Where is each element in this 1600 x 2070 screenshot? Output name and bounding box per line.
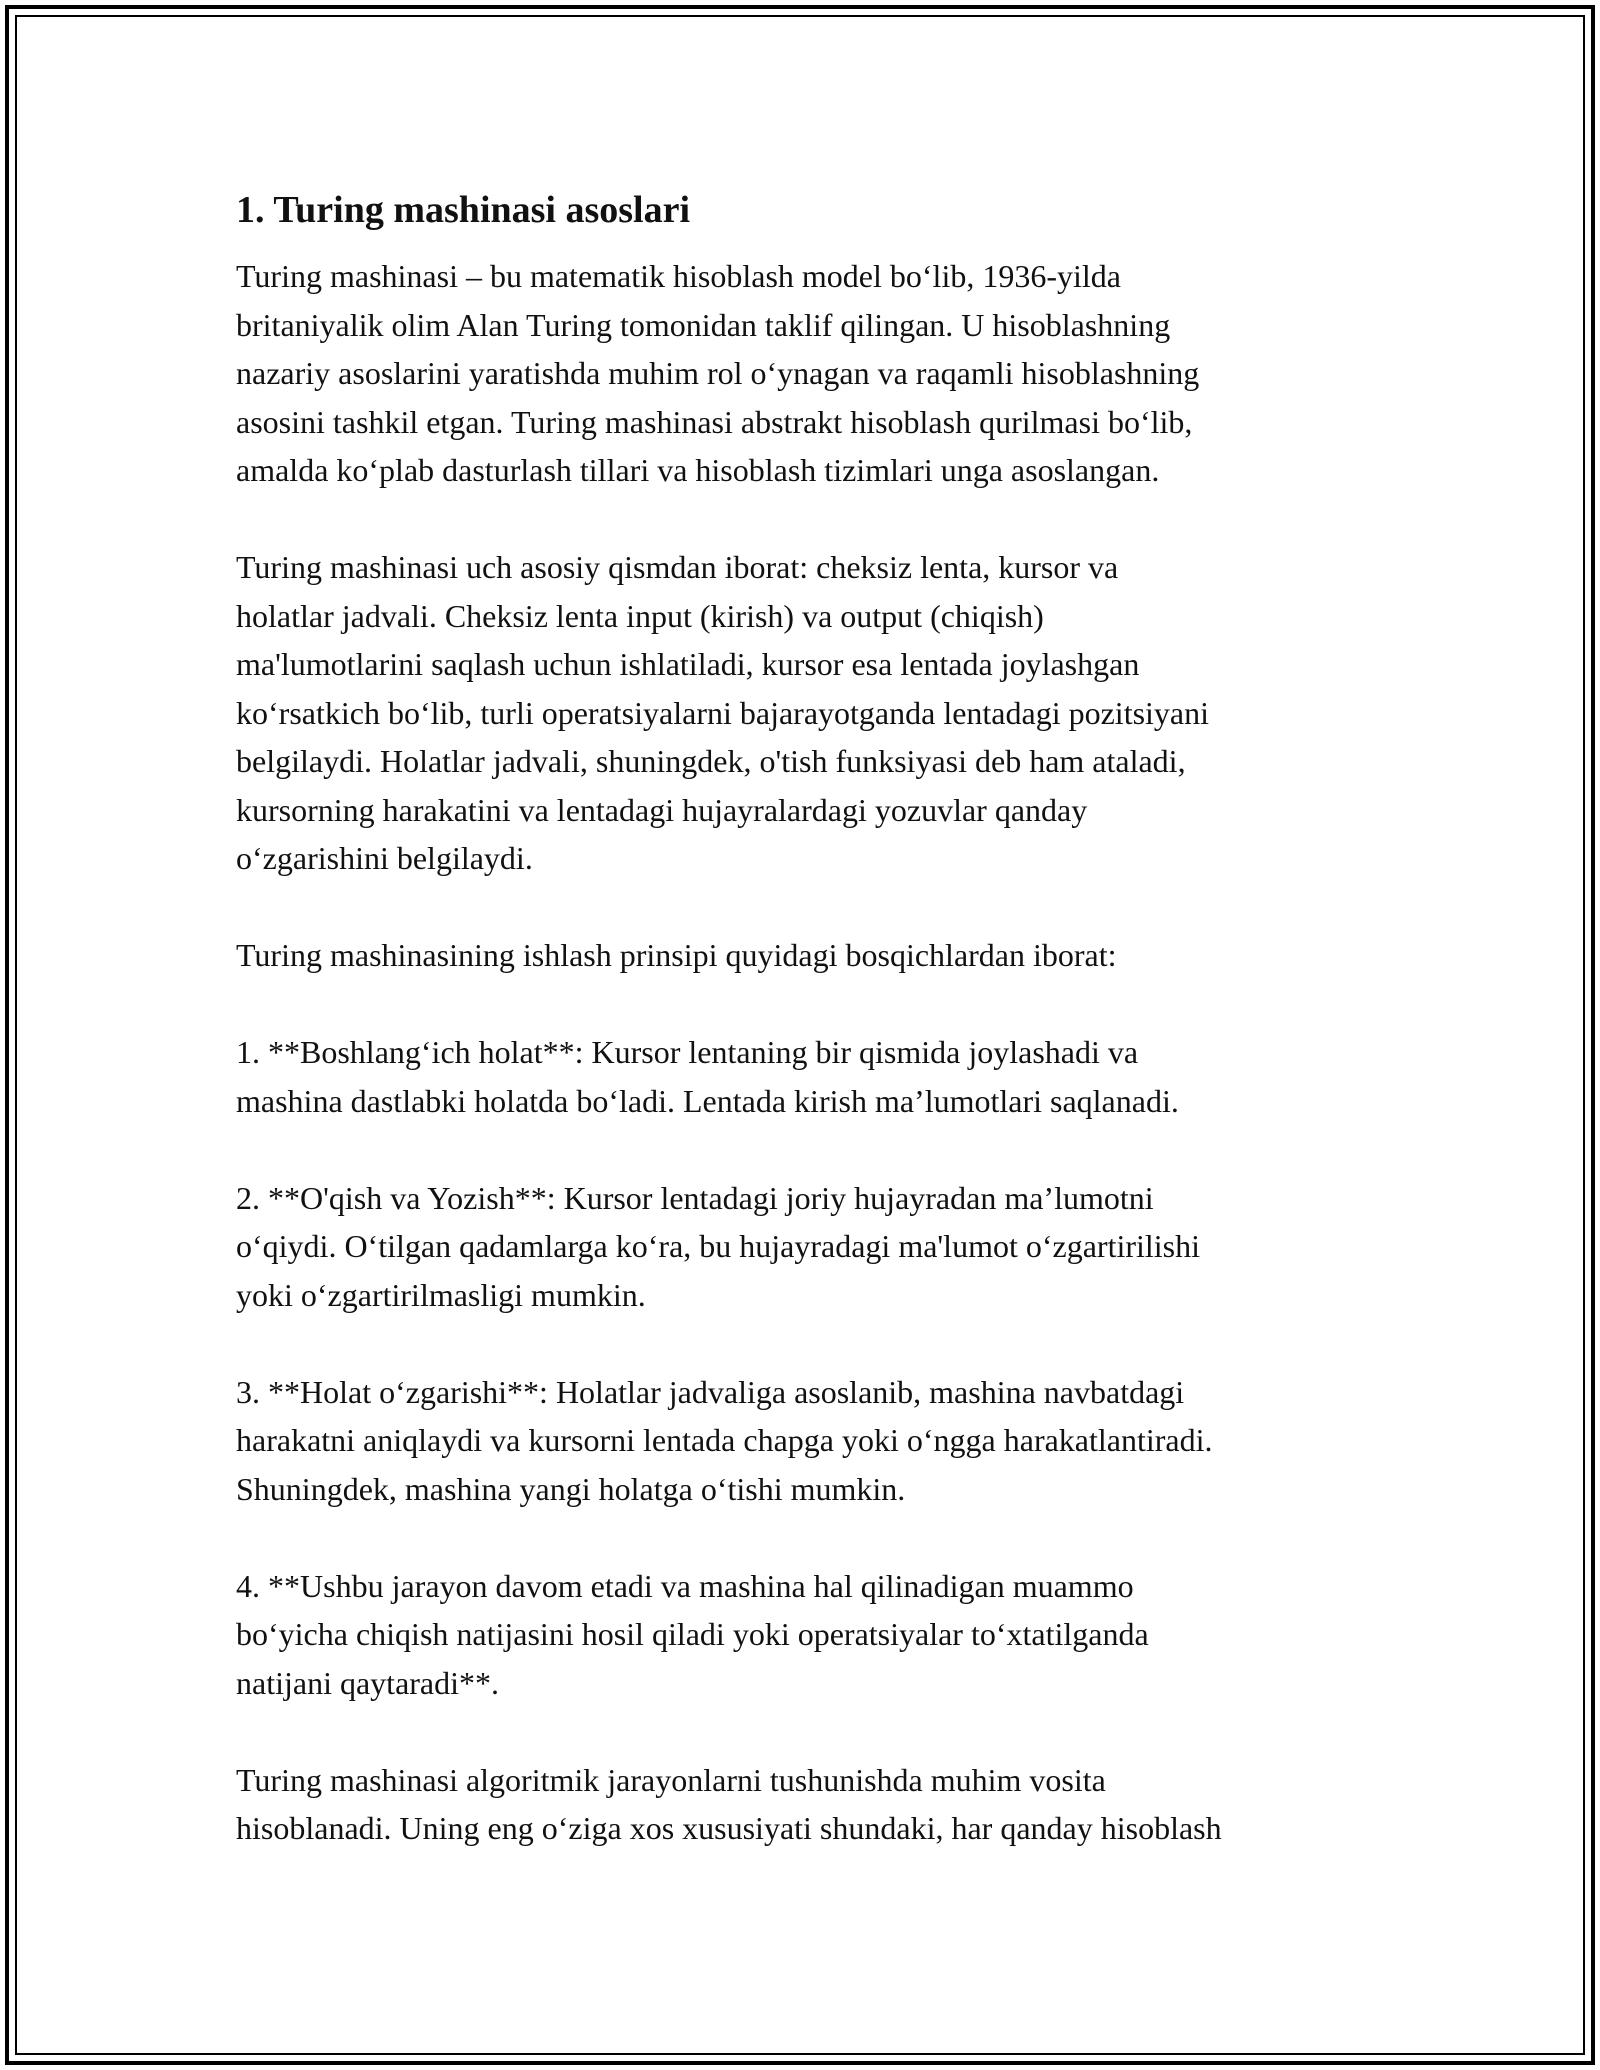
text-line: mashina dastlabki holatda bo‘ladi. Lentada kirish ma’lumotlari saqlanadi.	[236, 1082, 1179, 1119]
text-line: o‘zgarishini belgilaydi.	[236, 840, 533, 876]
paragraph-list	[236, 252, 1396, 1853]
text-line: harakatni aniqlaydi va kursorni lentada chapga yoki o‘ngga harakatlantiradi.	[236, 1422, 1213, 1458]
text-line: 1. **Boshlang‘ich holat**: Kursor lentaning bir qismida joylashadi va	[236, 1034, 1139, 1070]
text-line: nazariy asoslarini yaratishda muhim rol o‘ynagan va raqamli hisoblashning	[236, 355, 1200, 391]
text-line: o‘qiydi. O‘tilgan qadamlarga ko‘ra, bu hujayradagi ma'lumot o‘zgartirilishi	[236, 1228, 1201, 1264]
document-body	[236, 186, 1396, 1901]
paragraph	[236, 1562, 1396, 1708]
text-line: Shuningdek, mashina yangi holatga o‘tishi mumkin.	[236, 1470, 906, 1507]
text-line: hisoblanadi. Uning eng o‘ziga xos xususiyati shundaki, har qanday hisoblash	[236, 1810, 1222, 1846]
text-line: bo‘yicha chiqish natijasini hosil qiladi yoki operatsiyalar to‘xtatilganda	[236, 1616, 1149, 1652]
text-line: amalda ko‘plab dasturlash tillari va hisoblash tizimlari unga asoslangan.	[236, 452, 1160, 488]
text-line: britaniyalik olim Alan Turing tomonidan taklif qilingan. U hisoblashning	[236, 306, 1171, 343]
paragraph	[236, 1174, 1396, 1320]
text-line: yoki o‘zgartirilmasligi mumkin.	[236, 1276, 646, 1313]
text-line: holatlar jadvali. Cheksiz lenta input (kirish) va output (chiqish)	[236, 597, 1044, 634]
paragraph	[236, 1756, 1396, 1853]
text-line: belgilaydi. Holatlar jadvali, shuningdek, o'tish funksiyasi deb ham ataladi,	[236, 743, 1186, 779]
text-line: asosini tashkil etgan. Turing mashinasi abstrakt hisoblash qurilmasi bo‘lib,	[236, 403, 1193, 440]
text-line: 4. **Ushbu jarayon davom etadi va mashina hal qilinadigan muammo	[236, 1567, 1134, 1604]
text-line: ma'lumotlarini saqlash uchun ishlatiladi, kursor esa lentada joylashgan	[236, 646, 1140, 682]
text-line: Turing mashinasi – bu matematik hisoblash model bo‘lib, 1936-yilda	[236, 258, 1121, 294]
text-line: Turing mashinasi uch asosiy qismdan iborat: cheksiz lenta, kursor va	[236, 549, 1119, 585]
paragraph	[236, 543, 1396, 883]
text-line: ko‘rsatkich bo‘lib, turli operatsiyalarni bajarayotganda lentadagi pozitsiyani	[236, 694, 1210, 731]
text-line: Turing mashinasining ishlash prinsipi quyidagi bosqichlardan iborat:	[236, 937, 1117, 973]
section-heading: 1. Turing mashinasi asoslari	[236, 189, 691, 231]
paragraph	[236, 1028, 1396, 1125]
paragraph	[236, 1368, 1396, 1514]
text-line: Turing mashinasi algoritmik jarayonlarni tushunishda muhim vosita	[236, 1761, 1106, 1798]
text-line: 2. **O'qish va Yozish**: Kursor lentadagi joriy hujayradan ma’lumotni	[236, 1179, 1154, 1216]
text-line: 3. **Holat o‘zgarishi**: Holatlar jadvaliga asoslanib, mashina navbatdagi	[236, 1373, 1185, 1410]
paragraph	[236, 931, 1396, 980]
text-line: kursorning harakatini va lentadagi hujayralardagi yozuvlar qanday	[236, 791, 1088, 828]
text-line: natijani qaytaradi**.	[236, 1664, 500, 1701]
paragraph	[236, 252, 1396, 495]
